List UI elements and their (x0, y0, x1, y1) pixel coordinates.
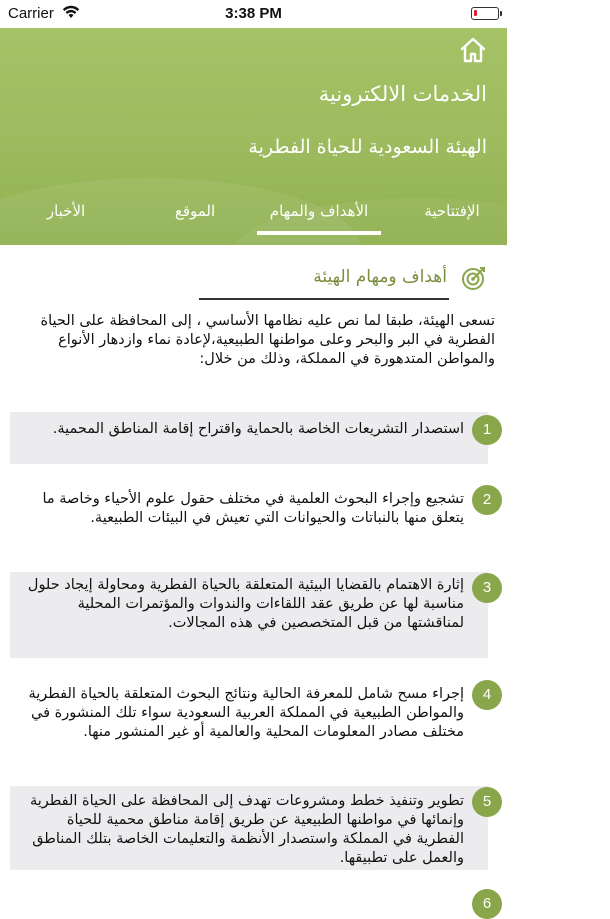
battery-level (474, 10, 477, 16)
item-text: إثارة الاهتمام بالقضايا البيئية المتعلقة بالحياة الفطرية ومحاولة إيجاد حلول مناسبة لها عن طريق عقد اللقاءات والندوات والمؤتمرات المحلية لمناقشتها من قبل المتخصصين في هذه المجالات. (27, 577, 464, 631)
section-divider (199, 298, 449, 300)
item-number: 5 (472, 787, 502, 817)
list-item (10, 786, 492, 870)
tab-label: الموقع (174, 202, 216, 220)
item-text: تشجيع وإجراء البحوث العلمية في مختلف حقول علوم الأحياء وخاصة ما يتعلق منها بالنباتات والحيوانات التي تعيش في البيئات الطبيعية. (42, 491, 464, 526)
section-title: أهداف ومهام الهيئة (313, 267, 447, 287)
header-subtitle: الهيئة السعودية للحياة الفطرية (248, 136, 487, 158)
tab-news[interactable] (36, 200, 96, 245)
intro-paragraph: تسعى الهيئة، طبقا لما نص عليه نظامها الأساسي ، إلى المحافظة على الحياة الفطرية في البر والبحر وعلى مواطنها الطبيعية،لإعادة نماء وازدهار الأنواع والمواطن المتدهورة في المملكة، وذلك من خلال: (40, 313, 495, 367)
item-number: 2 (472, 485, 502, 515)
item-number: 1 (472, 415, 502, 445)
app-header (0, 28, 507, 245)
tab-label: الإفتتاحية (424, 202, 480, 220)
item-number: 6 (472, 889, 502, 919)
target-icon (461, 265, 487, 291)
carrier-label: Carrier (8, 5, 54, 22)
tab-label: الأهداف والمهام (269, 202, 369, 220)
status-time: 3:38 PM (225, 5, 282, 22)
tab-bar (0, 200, 507, 245)
list-item (10, 412, 492, 464)
item-text: تطوير وتنفيذ خطط ومشروعات تهدف إلى المحافظة على الحياة الفطرية وإنمائها في مواطنها الطبيعية عن طريق إقامة مناطق محمية للحياة الفطرية في المملكة واستصدار الأنظمة والتعليمات الخاصة بتلك المناطق والعمل على تطبيقها. (29, 793, 464, 866)
header-title: الخدمات الالكترونية (318, 82, 487, 106)
tab-location[interactable] (160, 200, 230, 245)
item-text: استصدار التشريعات الخاصة بالحماية واقتراح إقامة المناطق المحمية. (52, 421, 464, 437)
item-number: 4 (472, 680, 502, 710)
list-item (10, 889, 492, 912)
list-item (10, 485, 492, 555)
battery-icon (471, 7, 499, 20)
tab-label: الأخبار (46, 202, 86, 220)
section-heading (257, 265, 487, 301)
tab-goals[interactable] (257, 200, 381, 245)
status-bar (0, 0, 507, 28)
item-text: إجراء مسح شامل للمعرفة الحالية ونتائج البحوث المتعلقة بالحياة الفطرية والمواطن الطبيعية في المملكة العربية السعودية سواء تلك المنشورة في مختلف مصادر المعلومات المحلية والعالمية أو غير المنشور منها. (28, 686, 464, 740)
list-item (10, 680, 492, 768)
tab-opening[interactable] (408, 200, 496, 245)
list-item (10, 572, 492, 658)
home-icon[interactable] (459, 36, 487, 64)
item-number: 3 (472, 573, 502, 603)
